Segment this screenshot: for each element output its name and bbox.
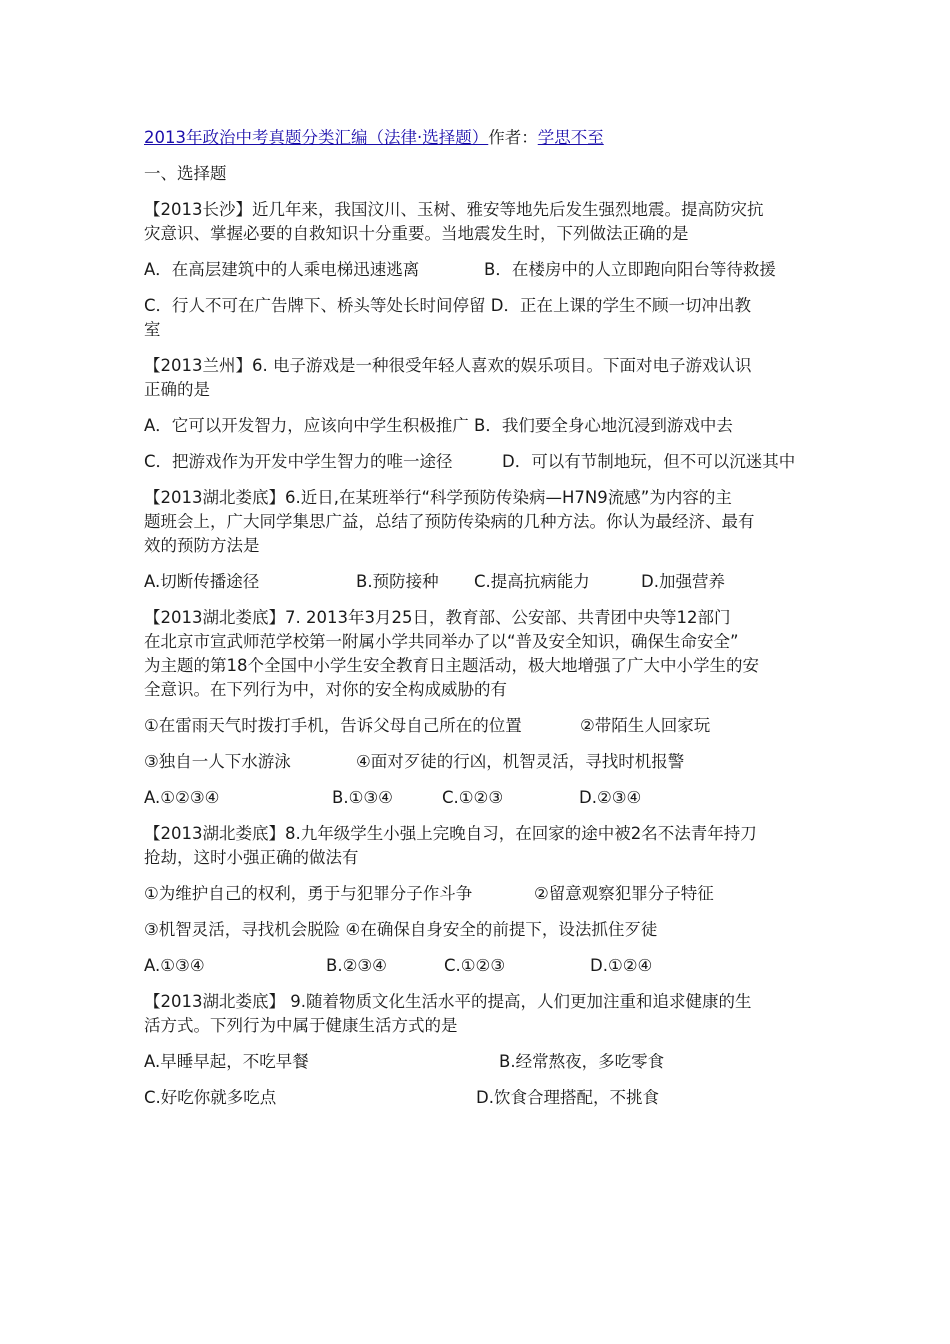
stem-line: 【2013兰州】6. 电子游戏是一种很受年轻人喜欢的娱乐项目。下面对电子游戏认识	[144, 356, 752, 375]
option-row	[144, 415, 814, 437]
option-row	[144, 787, 814, 809]
option-row	[144, 1051, 814, 1073]
question-list	[144, 199, 814, 1109]
option-text: A.早睡早起，不吃早餐	[144, 1052, 309, 1071]
stem-line: 【2013湖北娄底】8.九年级学生小强上完晚自习，在回家的途中被2名不法青年持刀	[144, 824, 757, 843]
option-row	[144, 751, 814, 773]
question-stem	[144, 355, 814, 401]
author-link[interactable]: 学思不至	[537, 128, 604, 147]
option-text: C.好吃你就多吃点	[144, 1088, 277, 1107]
option-text: ②留意观察犯罪分子特征	[534, 884, 714, 903]
option-text: D.①②④	[590, 956, 653, 975]
option-text: C.提高抗病能力	[474, 572, 590, 591]
option-row	[144, 883, 814, 905]
stem-line: 效的预防方法是	[144, 536, 260, 555]
question-stem	[144, 199, 814, 245]
section-heading: 一、选择题	[144, 164, 227, 183]
option-text: D.饮食合理搭配，不挑食	[476, 1088, 659, 1107]
option-text: C．行人不可在广告牌下、桥头等处长时间停留 D．正在上课的学生不顾一切冲出教	[144, 296, 751, 315]
option-row	[144, 919, 814, 941]
stem-line: 【2013长沙】近几年来，我国汶川、玉树、雅安等地先后发生强烈地震。提高防灾抗	[144, 200, 764, 219]
stem-line: 为主题的第18个全国中小学生安全教育日主题活动，极大地增强了广大中小学生的安	[144, 656, 759, 675]
option-text: A．在高层建筑中的人乘电梯迅速逃离	[144, 260, 420, 279]
option-text: A.①③④	[144, 956, 205, 975]
stem-line: 全意识。在下列行为中，对你的安全构成威胁的有	[144, 680, 507, 699]
option-row	[144, 1087, 814, 1109]
option-text: ④面对歹徒的行凶，机智灵活，寻找时机报警	[356, 752, 685, 771]
option-row	[144, 259, 814, 281]
stem-line: 活方式。下列行为中属于健康生活方式的是	[144, 1016, 458, 1035]
option-text: A．它可以开发智力，应该向中学生积极推广 B．我们要全身心地沉浸到游戏中去	[144, 416, 733, 435]
option-row	[144, 715, 814, 737]
option-text: B.经常熬夜，多吃零食	[499, 1052, 665, 1071]
question-stem	[144, 607, 814, 701]
option-text: ③独自一人下水游泳	[144, 752, 291, 771]
stem-line: 灾意识、掌握必要的自救知识十分重要。当地震发生时，下列做法正确的是	[144, 224, 689, 243]
option-text: D.加强营养	[641, 572, 725, 591]
stem-line: 正确的是	[144, 380, 210, 399]
option-text: C.①②③	[444, 956, 506, 975]
title-link[interactable]: 2013年政治中考真题分类汇编（法律·选择题）	[144, 128, 489, 147]
option-text: A.①②③④	[144, 788, 220, 807]
document-body	[144, 127, 814, 1123]
stem-line: 题班会上，广大同学集思广益，总结了预防传染病的几种方法。你认为最经济、最有	[144, 512, 755, 531]
question-stem	[144, 823, 814, 869]
option-text: C．把游戏作为开发中学生智力的唯一途径	[144, 452, 453, 471]
question-stem	[144, 487, 814, 557]
option-text: B.①③④	[332, 788, 393, 807]
option-text: 室	[144, 320, 161, 339]
stem-line: 【2013湖北娄底】6.近日,在某班举行“科学预防传染病—H7N9流感”为内容的主	[144, 488, 732, 507]
option-row	[144, 955, 814, 977]
option-text: ③机智灵活，寻找机会脱险 ④在确保自身安全的前提下，设法抓住歹徒	[144, 920, 658, 939]
option-row	[144, 571, 814, 593]
stem-line: 【2013湖北娄底】7. 2013年3月25日，教育部、公安部、共青团中央等12部门	[144, 608, 731, 627]
question-stem	[144, 991, 814, 1037]
option-text: B．在楼房中的人立即跑向阳台等待救援	[484, 260, 776, 279]
title-line	[144, 127, 814, 149]
stem-line: 在北京市宣武师范学校第一附属小学共同举办了以“普及安全知识，确保生命安全”	[144, 632, 739, 651]
option-text: B.②③④	[326, 956, 387, 975]
option-text: D．可以有节制地玩，但不可以沉迷其中	[502, 452, 796, 471]
option-text: B.预防接种	[356, 572, 439, 591]
option-text: D.②③④	[579, 788, 642, 807]
option-text: C.①②③	[442, 788, 504, 807]
option-text: ②带陌生人回家玩	[580, 716, 711, 735]
stem-line: 【2013湖北娄底】 9.随着物质文化生活水平的提高，人们更加注重和追求健康的生	[144, 992, 752, 1011]
option-text: ①为维护自己的权利，勇于与犯罪分子作斗争	[144, 884, 473, 903]
stem-line: 抢劫，这时小强正确的做法有	[144, 848, 359, 867]
option-row	[144, 451, 814, 473]
author-prefix: 作者：	[488, 128, 538, 147]
option-text: A.切断传播途径	[144, 572, 260, 591]
option-text: ①在雷雨天气时拨打手机，告诉父母自己所在的位置	[144, 716, 522, 735]
option-row	[144, 295, 814, 341]
